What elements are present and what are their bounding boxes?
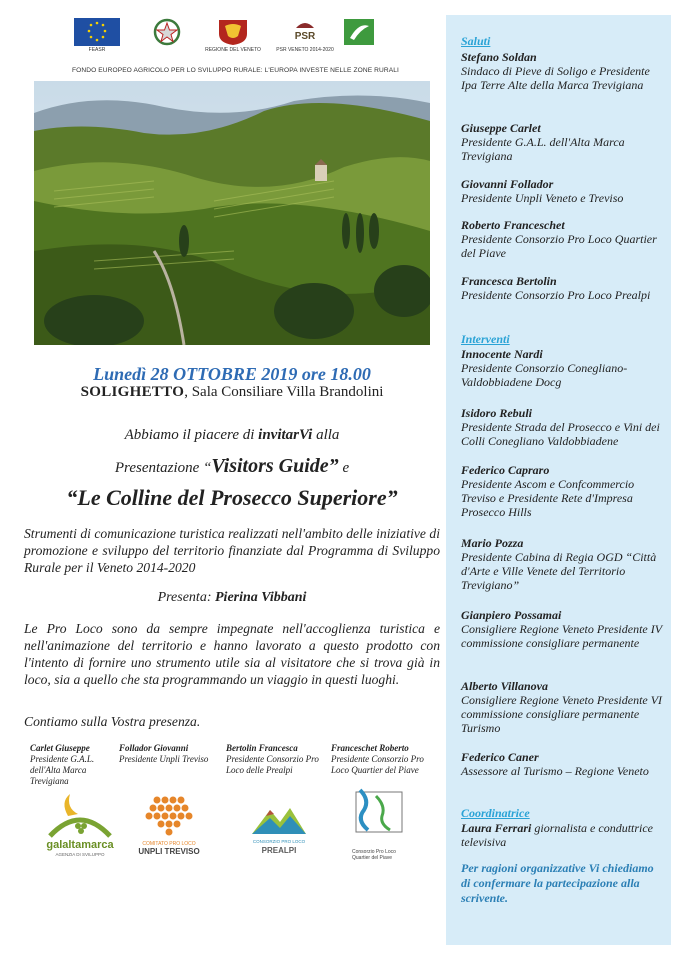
speaker-name: Alberto Villanova	[461, 679, 549, 693]
prealpi-logo-text: PREALPI	[261, 846, 297, 855]
psr-caption: PSR VENETO 2014-2020	[276, 47, 334, 53]
interventi-item	[461, 536, 666, 592]
svg-text:PSR: PSR	[294, 31, 316, 42]
coordinatrice-role: giornalista e conduttrice televisiva	[461, 821, 654, 849]
speaker-role: Presidente G.A.L. dell'Alta Marca Trevigiana	[461, 135, 625, 163]
coordinatrice-item	[461, 821, 666, 849]
speaker-role: Consigliere Regione Veneto Presidente VI commissione consigliare permanente Turismo	[461, 693, 663, 735]
signatory-name: Bertolin Francesca	[226, 743, 298, 753]
invite-pre: Abbiamo il piacere di	[124, 427, 259, 443]
speaker-name: Francesca Bertolin	[461, 274, 557, 288]
interventi-item	[461, 463, 666, 519]
leader-icon	[336, 18, 382, 46]
signatory-name: Follador Giovanni	[119, 743, 189, 753]
star-emblem-icon	[144, 18, 190, 46]
leader-logo	[336, 18, 382, 54]
gal-logo-sub: AGENZIA DI SVILUPPO	[55, 852, 105, 857]
signatory-name: Carlet Giuseppe	[30, 743, 90, 753]
presenta-label: Presenta:	[157, 590, 215, 605]
eu-flag-logo	[74, 18, 120, 54]
saluti-item	[461, 218, 666, 260]
speaker-role: Presidente Consorzio Pro Loco Quartier del Piave	[461, 232, 657, 260]
event-venue: , Sala Consiliare Villa Brandolini	[184, 384, 384, 400]
coordinatrice-name: Laura Ferrari	[461, 821, 532, 835]
gal-alta-marca-logo	[40, 790, 120, 865]
gal-logo-text: galaltamarca	[46, 839, 114, 851]
visitors-guide-title: Visitors Guide”	[211, 455, 339, 477]
event-date: Lunedì 28 OTTOBRE 2019 ore 18.00	[93, 364, 371, 384]
interventi-heading: Interventi	[461, 332, 510, 346]
psr-veneto-logo	[276, 18, 334, 54]
signatory-bertolin	[226, 743, 324, 776]
interventi-item	[461, 608, 666, 650]
lion-shield-icon	[210, 18, 256, 46]
veneto-caption: REGIONE DEL VENETO	[205, 47, 261, 53]
eu-caption: FEASR	[88, 47, 106, 53]
speaker-role: Presidente Consorzio Conegliano-Valdobbiadene Docg	[461, 361, 628, 389]
pro-loco-paragraph: Le Pro Loco sono da sempre impegnate nell'accoglienza turistica e nell'animazione del territorio e hanno lavorato a questo prodotto con l'intento di fornire uno strumento utile sia al visitatore che si trova già in loco, sia a quello che sta programmando un viaggio in questi luoghi.	[24, 621, 440, 687]
psr-icon	[282, 18, 328, 46]
saluti-heading: Saluti	[461, 34, 491, 48]
presenter-line	[34, 590, 430, 606]
pres-pre: Presentazione “	[114, 460, 212, 476]
speaker-name: Innocente Nardi	[461, 347, 543, 361]
speaker-name: Gianpiero Possamai	[461, 608, 562, 622]
speaker-name: Giovanni Follador	[461, 177, 554, 191]
speaker-name: Federico Caner	[461, 750, 539, 764]
speaker-name: Federico Capraro	[461, 463, 550, 477]
intro-paragraph: Strumenti di comunicazione turistica realizzati nell'ambito delle iniziative di promozione e sviluppo del territorio finanziate dal Programma di Sviluppo Rurale per il Veneto 2014-2020	[24, 526, 440, 575]
interventi-item	[461, 347, 666, 389]
speaker-name: Roberto Franceschet	[461, 218, 565, 232]
speaker-role: Presidente Cabina di Regia OGD “Città d'Arte e Ville Venete del Territorio Trevigiano”	[461, 550, 657, 592]
invite-post: alla	[312, 427, 340, 443]
quartier-piave-caption: Consorzio Pro Loco Quartier del Piave	[352, 849, 396, 861]
speaker-role: Presidente Unpli Veneto e Treviso	[461, 191, 624, 205]
speaker-role: Presidente Strada del Prosecco e Vini dei Colli Conegliano Valdobbiadene	[461, 420, 660, 448]
signatory-franceschet	[331, 743, 436, 776]
interventi-item	[461, 679, 666, 735]
presentation-line	[34, 455, 430, 478]
presenter-name: Pierina Vibbani	[215, 590, 307, 605]
invite-line	[34, 427, 430, 444]
speaker-role: Sindaco di Pieve di Soligo e Presidente Ipa Terre Alte della Marca Trevigiana	[461, 64, 650, 92]
interventi-item	[461, 406, 666, 448]
italian-republic-emblem	[144, 18, 190, 54]
consorzio-quartier-piave-logo	[346, 784, 416, 861]
header-logos	[70, 18, 390, 54]
colline-title: “Le Colline del Prosecco Superiore”	[66, 485, 398, 510]
rsvp-note: Per ragioni organizzative Vi chiediamo di confermare la partecipazione alla scrivente.	[461, 861, 654, 905]
speaker-name: Stefano Soldan	[461, 50, 537, 64]
closing-line: Contiamo sulla Vostra presenza.	[24, 714, 201, 729]
speaker-name: Mario Pozza	[461, 536, 524, 550]
speaker-name: Isidoro Rebuli	[461, 406, 533, 420]
fondo-europeo-line: FONDO EUROPEO AGRICOLO PER LO SVILUPPO RURALE: L'EUROPA INVESTE NELLE ZONE RURALI	[72, 67, 399, 74]
saluti-item	[461, 121, 666, 163]
unpli-logo-sub: COMITATO PRO LOCO	[142, 841, 196, 847]
saluti-item	[461, 274, 666, 302]
speaker-role: Assessore al Turismo – Regione Veneto	[461, 764, 649, 778]
signatory-role: Presidente Consorzio Pro Loco delle Prealpi	[226, 754, 319, 775]
signatory-role: Presidente Consorzio Pro Loco Quartier del Piave	[331, 754, 424, 775]
signatory-carlet	[30, 743, 110, 787]
vineyard-hills-photo	[34, 81, 430, 345]
unpli-logo-text: UNPLI TREVISO	[138, 847, 200, 856]
event-town: SOLIGHETTO	[80, 384, 185, 400]
eu-flag-icon	[74, 18, 120, 46]
signatory-follador	[119, 743, 214, 765]
prealpi-logo-sub: CONSORZIO PRO LOCO	[252, 839, 306, 844]
consorzio-prealpi-logo	[244, 790, 314, 865]
pres-post: e	[338, 460, 350, 476]
speaker-role: Presidente Consorzio Pro Loco Prealpi	[461, 288, 651, 302]
signatory-name: Franceschet Roberto	[331, 743, 409, 753]
interventi-item	[461, 750, 666, 778]
unpli-treviso-logo	[133, 790, 213, 865]
coordinatrice-heading: Coordinatrice	[461, 806, 530, 820]
speaker-role: Presidente Ascom e Confcommercio Treviso e Presidente Rete d'Impresa Prosecco Hills	[461, 477, 635, 519]
signatory-role: Presidente G.A.L. dell'Alta Marca Trevigiana	[30, 754, 95, 786]
signatory-role: Presidente Unpli Treviso	[119, 754, 209, 764]
saluti-item	[461, 50, 666, 92]
event-place	[34, 384, 430, 401]
regione-veneto-logo	[205, 18, 261, 54]
speaker-role: Consigliere Regione Veneto Presidente IV commissione consigliare permanente	[461, 622, 662, 650]
saluti-item	[461, 177, 666, 205]
invite-bold: invitarVi	[258, 427, 313, 443]
speaker-name: Giuseppe Carlet	[461, 121, 541, 135]
